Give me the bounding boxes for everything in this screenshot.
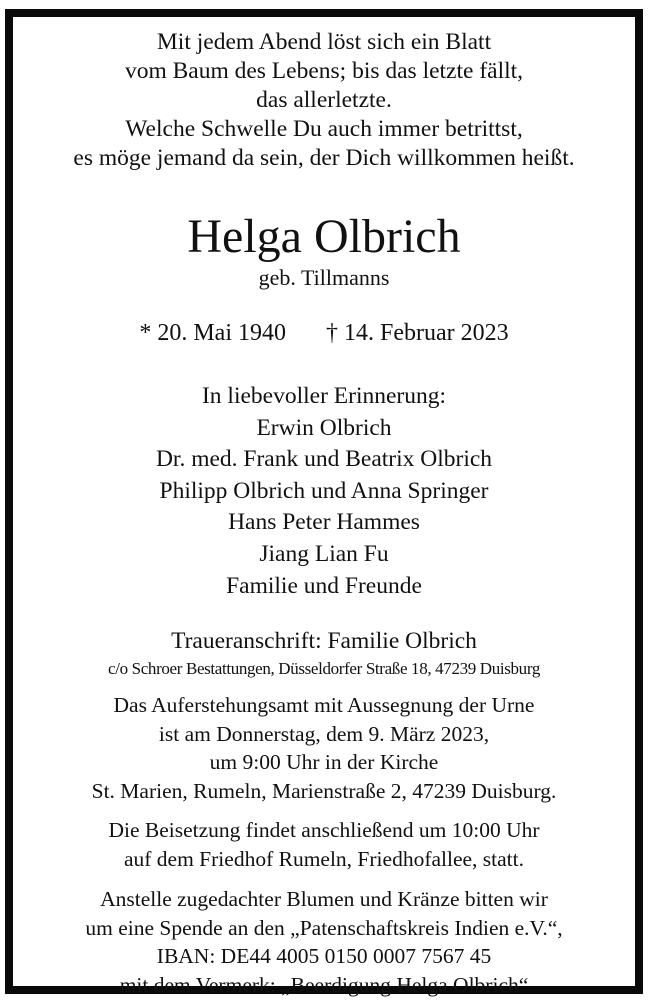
life-dates [13,318,635,348]
burial-line: Die Beisetzung findet anschließend um 10:00 Uhr [108,818,540,842]
mourner-name: Philipp Olbrich und Anna Springer [159,477,489,504]
burial-info [13,816,635,873]
mourners-heading: In liebevoller Erinnerung: [201,383,447,409]
mourner-name: Hans Peter Hammes [228,509,420,536]
poem-line: Welche Schwelle Du auch immer betrittst, [125,116,523,142]
donation-line: um eine Spende an den „Patenschaftskreis Indien e.V.“, [85,915,563,940]
service-line: ist am Donnerstag, dem 9. März 2023, [158,721,490,746]
burial-line: auf dem Friedhof Rumeln, Friedhofallee, statt. [123,846,525,871]
mourner-name: Jiang Lian Fu [259,540,389,567]
service-info [13,691,635,805]
poem [13,28,635,173]
death-date: † 14. Februar 2023 [326,320,509,346]
poem-line: Mit jedem Abend löst sich ein Blatt [156,29,492,55]
mourners-list [13,381,635,602]
poem-line: vom Baum des Lebens; bis das letzte fällt, [124,58,524,84]
donation-line: Anstelle zugedachter Blumen und Kränze bitten wir [100,887,548,911]
maiden-name: geb. Tillmanns [258,265,390,290]
mourning-address-line: c/o Schroer Bestattungen, Düsseldorfer Straße 18, 47239 Duisburg [108,659,540,678]
service-line: Das Auferstehungsamt mit Aussegnung der Urne [113,693,535,717]
birth-date: * 20. Mai 1940 [139,320,287,346]
poem-line: das allerletzte. [256,87,392,113]
obituary-frame [5,9,643,997]
mourning-address-heading: Traueranschrift: Familie Olbrich [171,628,477,654]
deceased-name: Helga Olbrich [187,210,461,263]
donation-info [13,885,635,999]
mourner-name: Dr. med. Frank und Beatrix Olbrich [155,446,493,473]
donation-line: mit dem Vermerk: „Beerdigung Helga Olbrich“ [119,972,529,997]
mourner-name: Familie und Freunde [226,572,422,599]
poem-line: es möge jemand da sein, der Dich willkommen heißt. [73,145,575,171]
service-line: St. Marien, Rumeln, Marienstraße 2, 47239 Duisburg. [91,778,557,803]
service-line: um 9:00 Uhr in der Kirche [209,750,439,775]
donation-iban: IBAN: DE44 4005 0150 0007 7567 45 [156,944,492,969]
mourner-name: Erwin Olbrich [256,414,392,441]
